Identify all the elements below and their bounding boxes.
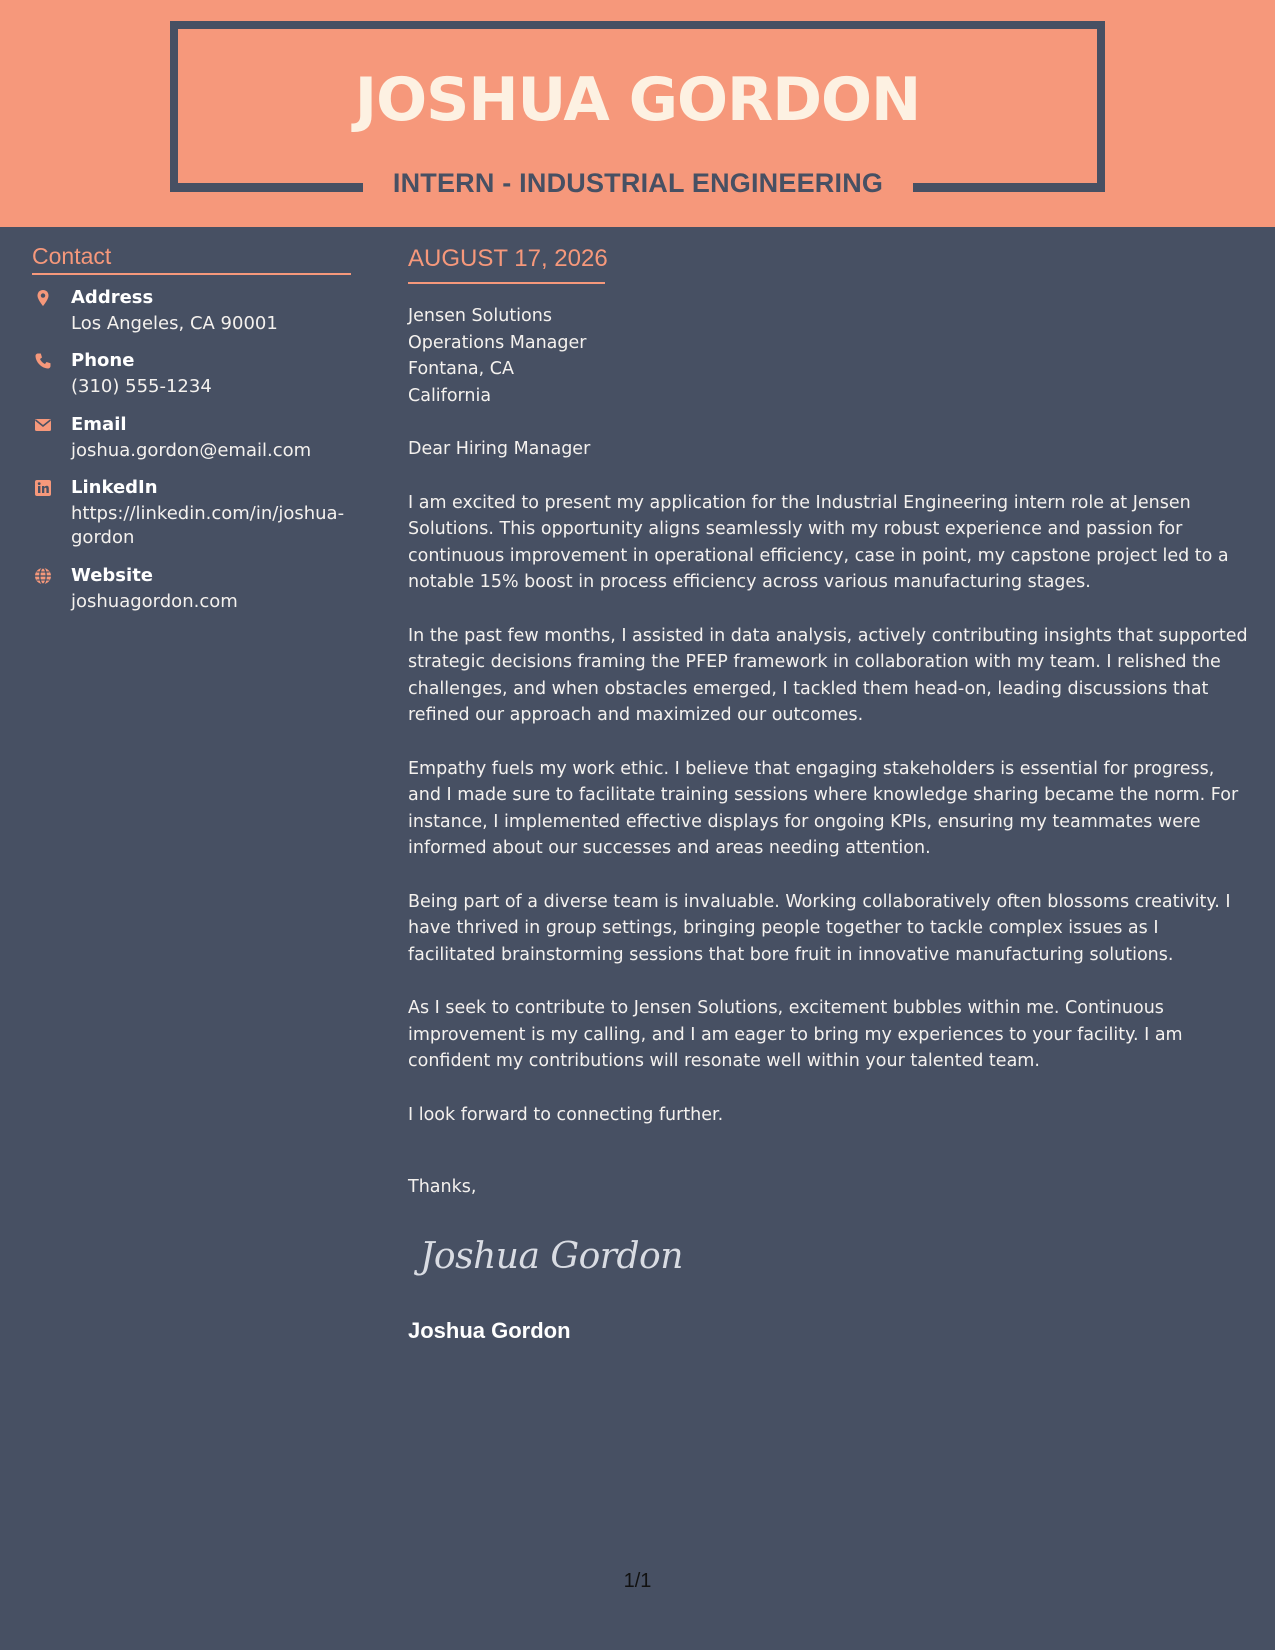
contact-heading: Contact — [32, 243, 112, 269]
recipient-city: Fontana, CA — [408, 359, 514, 379]
letter-body — [408, 303, 1248, 1128]
date-divider — [408, 282, 605, 284]
applicant-role: INTERN - INDUSTRIAL ENGINEERING — [392, 168, 884, 198]
recipient-title: Operations Manager — [408, 332, 587, 353]
contact-value: https://linkedin.com/in/joshua-gordon — [71, 503, 345, 548]
contact-value: Los Angeles, CA 90001 — [71, 313, 278, 334]
header-frame-bottom-left — [170, 183, 363, 192]
envelope-icon — [34, 416, 52, 434]
globe-icon — [34, 567, 52, 585]
letter-paragraph: I look forward to connecting further. — [408, 1104, 724, 1125]
contact-label: Phone — [71, 350, 135, 371]
handwritten-signature: Joshua Gordon — [420, 1236, 683, 1277]
letter-paragraph: Empathy fuels my work ethic. I believe that engaging stakeholders is essential for progress, and I made sure to facilitate training sessions where knowledge sharing became the norm. For instance, I implemented effective displays for ongoing KPIs, ensuring my teammates were informed about our successes and areas needing attention. — [408, 758, 1239, 858]
contact-divider — [32, 273, 351, 275]
contact-value: joshua.gordon@email.com — [71, 440, 312, 461]
salutation: Dear Hiring Manager — [408, 439, 591, 459]
contact-value: (310) 555-1234 — [71, 376, 212, 397]
contact-value: joshuagordon.com — [71, 591, 238, 612]
letter-paragraph: In the past few months, I assisted in data analysis, actively contributing insights that supported strategic decisions framing the PFEP framework in collaboration with my team. I relished the challenges, and when obstacles emerged, I tackled them head-on, leading discussions that refined our approach and maximized our outcomes. — [408, 625, 1248, 725]
letter-paragraph: I am excited to present my application for the Industrial Engineering intern role at Jensen Solutions. This opportunity aligns seamlessly with my robust experience and passion for continuous improvement in operational efficiency, case in point, my capstone project led to a notable 15% boost in process efficiency across various manufacturing stages. — [408, 492, 1229, 592]
header-frame-bottom-right — [913, 183, 1105, 192]
contact-label: Website — [71, 565, 154, 586]
letter-paragraph: As I seek to contribute to Jensen Solutions, excitement bubbles within me. Continuous improvement is my calling, and I am eager to bring my experiences to your facility. I am confident my contributions will resonate well within your talented team. — [408, 998, 1183, 1071]
recipient-block — [408, 303, 1248, 409]
recipient-company: Jensen Solutions — [408, 306, 552, 326]
applicant-name: JOSHUA GORDON — [354, 65, 921, 135]
recipient-state: California — [408, 385, 492, 406]
letter-paragraph: Being part of a diverse team is invaluable. Working collaboratively often blossoms creativity. I have thrived in group settings, bringing people together to tackle complex issues as I facilitated brainstorming sessions that bore fruit in innovative manufacturing solutions. — [408, 891, 1231, 965]
linkedin-icon — [34, 479, 52, 497]
letter-date: AUGUST 17, 2026 — [408, 245, 608, 272]
contact-label: Address — [71, 287, 154, 308]
signer-name: Joshua Gordon — [408, 1318, 571, 1343]
map-pin-icon — [34, 289, 52, 307]
page-number: 1/1 — [623, 1570, 652, 1592]
closing: Thanks, — [408, 1177, 477, 1197]
phone-icon — [34, 352, 52, 370]
contact-label: Email — [71, 414, 127, 435]
contact-label: LinkedIn — [71, 477, 158, 498]
